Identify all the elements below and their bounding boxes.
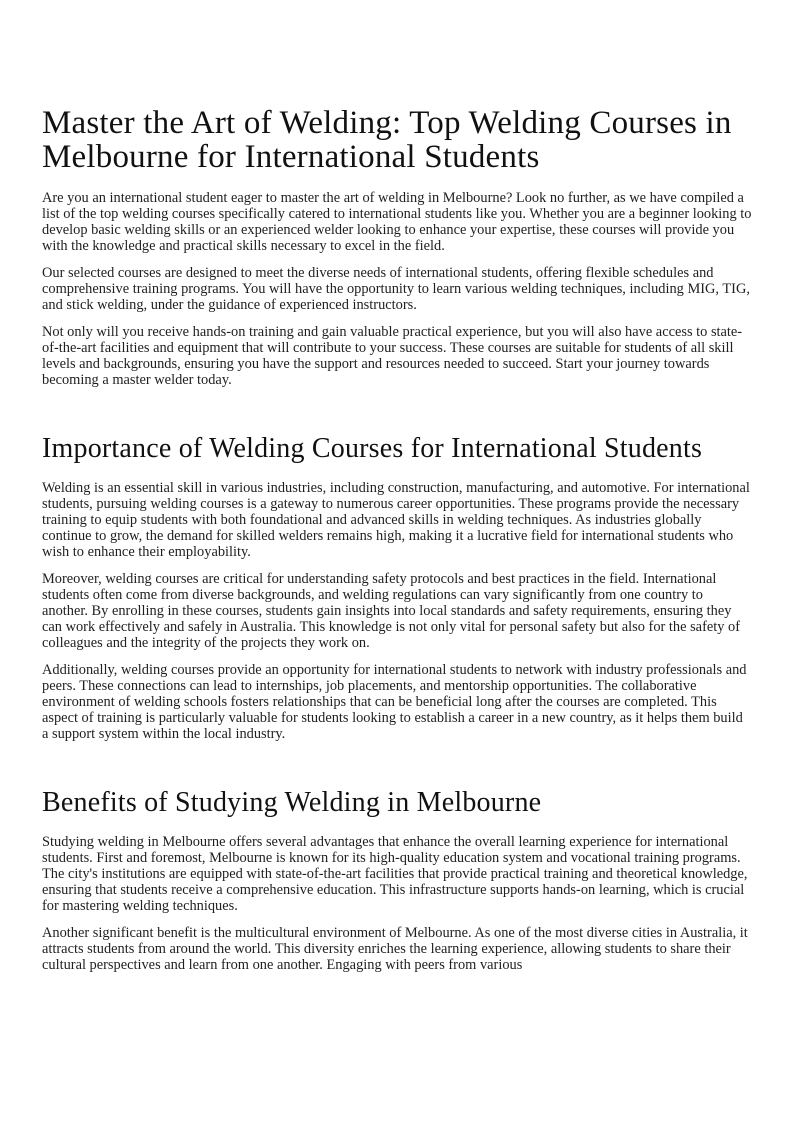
section-heading-benefits: Benefits of Studying Welding in Melbourne xyxy=(42,787,542,818)
section-benefits-paragraph-1: Studying welding in Melbourne offers several advantages that enhance the overall learning experience for international students. First and foremost, Melbourne is known for its high-quality education system and vocational training programs. The city's institutions are equipped with state-of-the-art facilities that provide practical training and theoretical knowledge, ensuring that students receive a comprehensive education. This infrastructure supports hands-on learning, which is crucial for mastering welding techniques. xyxy=(42,834,748,914)
intro-paragraph-3: Not only will you receive hands-on training and gain valuable practical experience, but you will also have access to state-of-the-art facilities and equipment that will contribute to your success. These courses are suitable for students of all skill levels and backgrounds, ensuring you have the support and resources needed to succeed. Start your journey towards becoming a master welder today. xyxy=(42,324,743,388)
article-title: Master the Art of Welding: Top Welding Courses in Melbourne for International Students xyxy=(42,105,732,175)
section-heading-importance: Importance of Welding Courses for International Students xyxy=(42,433,703,464)
section-benefits-paragraph-2: Another significant benefit is the multicultural environment of Melbourne. As one of the most diverse cities in Australia, it attracts students from around the world. This diversity enriches the learning experience, allowing students to share their cultural perspectives and learn from one another. Engaging with peers from various xyxy=(42,925,748,973)
section-importance-paragraph-2: Moreover, welding courses are critical for understanding safety protocols and best practices in the field. International students often come from diverse backgrounds, and welding regulations can vary significantly from one country to another. By enrolling in these courses, students gain insights into local standards and safety requirements, ensuring they can work effectively and safely in Australia. This knowledge is not only vital for personal safety but also for the safety of colleagues and the integrity of the projects they work on. xyxy=(42,571,741,651)
intro-paragraph-1: Are you an international student eager to master the art of welding in Melbourne? Look no further, as we have compiled a list of the top welding courses specifically catered to international students like you. Whether you are a beginner looking to develop basic welding skills or an experienced welder looking to enhance your expertise, these courses will provide you with the knowledge and practical skills necessary to excel in the field. xyxy=(42,190,752,254)
section-importance-paragraph-1: Welding is an essential skill in various industries, including construction, manufacturing, and automotive. For international students, pursuing welding courses is a gateway to numerous career opportunities. These programs provide the necessary training to equip students with both foundational and advanced skills in welding techniques. As industries globally continue to grow, the demand for skilled welders remains high, making it a lucrative field for international students who wish to enhance their employability. xyxy=(42,480,750,560)
intro-paragraph-2: Our selected courses are designed to meet the diverse needs of international students, offering flexible schedules and comprehensive training programs. You will have the opportunity to learn various welding techniques, including MIG, TIG, and stick welding, under the guidance of experienced instructors. xyxy=(42,265,750,313)
section-importance-paragraph-3: Additionally, welding courses provide an opportunity for international students to network with industry professionals and peers. These connections can lead to internships, job placements, and mentorship opportunities. The collaborative environment of welding schools fosters relationships that can be beneficial long after the courses are completed. This aspect of training is particularly valuable for students looking to establish a career in a new country, as it helps them build a support system within the local industry. xyxy=(42,662,747,742)
